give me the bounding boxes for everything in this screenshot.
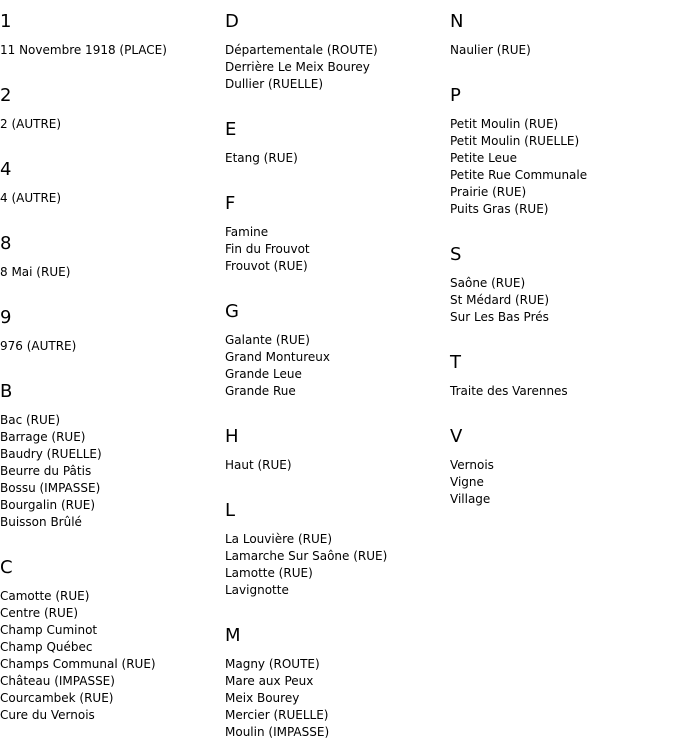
group-spacer: [450, 326, 670, 341]
street-link[interactable]: Mercier (RUELLE): [225, 708, 329, 722]
street-link[interactable]: 4 (AUTRE): [0, 191, 62, 205]
letter-group: [0, 370, 220, 546]
street-link[interactable]: Grand Montureux: [225, 350, 330, 364]
street-link[interactable]: Magny (ROUTE): [225, 657, 320, 671]
letter-heading: G: [225, 301, 239, 322]
group-spacer: [0, 355, 220, 370]
street-index-column-3: [450, 0, 670, 508]
street-link[interactable]: Galante (RUE): [225, 333, 310, 347]
group-spacer: [225, 599, 445, 614]
letter-group: [450, 74, 670, 233]
letter-group: [0, 296, 220, 370]
group-spacer: [0, 531, 220, 546]
street-link[interactable]: Château (IMPASSE): [0, 674, 115, 688]
street-link[interactable]: Naulier (RUE): [450, 43, 531, 57]
street-link[interactable]: 2 (AUTRE): [0, 117, 62, 131]
letter-heading: 9: [0, 307, 12, 328]
group-spacer: [0, 133, 220, 148]
group-spacer: [450, 59, 670, 74]
letter-heading: B: [0, 381, 13, 402]
letter-heading: C: [0, 557, 13, 578]
street-link[interactable]: Camotte (RUE): [0, 589, 90, 603]
street-link[interactable]: Lamotte (RUE): [225, 566, 313, 580]
group-spacer: [0, 59, 220, 74]
letter-group: [0, 74, 220, 148]
letter-heading: P: [450, 85, 461, 106]
street-link[interactable]: Derrière Le Meix Bourey: [225, 60, 370, 74]
street-index-column-1: [0, 0, 220, 724]
letter-group: [0, 546, 220, 724]
street-link[interactable]: St Médard (RUE): [450, 293, 550, 307]
street-link[interactable]: Haut (RUE): [225, 458, 292, 472]
letter-group: [225, 108, 445, 182]
street-link[interactable]: Prairie (RUE): [450, 185, 527, 199]
street-link[interactable]: Champ Cuminot: [0, 623, 98, 637]
letter-group: [450, 0, 670, 74]
letter-heading: T: [450, 352, 461, 373]
street-link[interactable]: Lavignotte: [225, 583, 289, 597]
street-link[interactable]: Bac (RUE): [0, 413, 61, 427]
group-spacer: [225, 474, 445, 489]
letter-group: [225, 0, 445, 108]
street-link[interactable]: Village: [450, 492, 491, 506]
street-link[interactable]: Beurre du Pâtis: [0, 464, 92, 478]
letter-group: [0, 222, 220, 296]
group-spacer: [225, 275, 445, 290]
street-link[interactable]: Petite Leue: [450, 151, 517, 165]
group-spacer: [225, 93, 445, 108]
letter-group: [450, 341, 670, 415]
letter-heading: S: [450, 244, 462, 265]
letter-heading: 8: [0, 233, 12, 254]
letter-heading: F: [225, 193, 236, 214]
letter-group: [225, 290, 445, 415]
street-link[interactable]: Famine: [225, 225, 269, 239]
letter-heading: L: [225, 500, 236, 521]
letter-group: [0, 0, 220, 74]
letter-group: [0, 148, 220, 222]
street-link[interactable]: Meix Bourey: [225, 691, 300, 705]
group-spacer: [0, 281, 220, 296]
street-link[interactable]: Mare aux Peux: [225, 674, 314, 688]
street-link[interactable]: 8 Mai (RUE): [0, 265, 71, 279]
street-link[interactable]: Champ Québec: [0, 640, 93, 654]
street-link[interactable]: Cure du Vernois: [0, 708, 95, 722]
street-link[interactable]: Centre (RUE): [0, 606, 79, 620]
group-spacer: [450, 400, 670, 415]
street-link[interactable]: Bourgalin (RUE): [0, 498, 96, 512]
street-link[interactable]: Traite des Varennes: [450, 384, 568, 398]
street-link[interactable]: Bossu (IMPASSE): [0, 481, 101, 495]
street-link[interactable]: Lamarche Sur Saône (RUE): [225, 549, 388, 563]
letter-heading: M: [225, 625, 241, 646]
street-link[interactable]: 11 Novembre 1918 (PLACE): [0, 43, 167, 57]
letter-heading: V: [450, 426, 463, 447]
letter-heading: H: [225, 426, 239, 447]
street-link[interactable]: Barrage (RUE): [0, 430, 86, 444]
street-link[interactable]: Buisson Brûlé: [0, 515, 82, 529]
group-spacer: [0, 207, 220, 222]
letter-group: [450, 415, 670, 508]
street-link[interactable]: Dullier (RUELLE): [225, 77, 323, 91]
letter-group: [225, 489, 445, 614]
street-link[interactable]: Vernois: [450, 458, 494, 472]
street-link[interactable]: Grande Leue: [225, 367, 302, 381]
letter-heading: N: [450, 11, 464, 32]
letter-heading: 4: [0, 159, 12, 180]
street-link[interactable]: La Louvière (RUE): [225, 532, 333, 546]
street-link[interactable]: Vigne: [450, 475, 484, 489]
street-link[interactable]: Sur Les Bas Prés: [450, 310, 549, 324]
street-link[interactable]: Courcambek (RUE): [0, 691, 114, 705]
street-link[interactable]: Petit Moulin (RUE): [450, 117, 559, 131]
street-link[interactable]: Etang (RUE): [225, 151, 298, 165]
street-link[interactable]: Départementale (ROUTE): [225, 43, 378, 57]
letter-heading: 2: [0, 85, 12, 106]
street-link[interactable]: Petite Rue Communale: [450, 168, 588, 182]
street-link[interactable]: Baudry (RUELLE): [0, 447, 102, 461]
street-link[interactable]: Puits Gras (RUE): [450, 202, 549, 216]
letter-group: [225, 614, 445, 741]
street-link[interactable]: Fin du Frouvot: [225, 242, 310, 256]
street-link[interactable]: Saône (RUE): [450, 276, 526, 290]
street-link[interactable]: 976 (AUTRE): [0, 339, 77, 353]
street-link[interactable]: Frouvot (RUE): [225, 259, 308, 273]
letter-heading: D: [225, 11, 239, 32]
street-index-column-2: [225, 0, 445, 741]
letter-heading: E: [225, 119, 237, 140]
group-spacer: [225, 400, 445, 415]
street-link[interactable]: Moulin (IMPASSE): [225, 725, 330, 739]
street-link[interactable]: Petit Moulin (RUELLE): [450, 134, 580, 148]
street-link[interactable]: Grande Rue: [225, 384, 296, 398]
letter-group: [225, 182, 445, 290]
letter-group: [225, 415, 445, 489]
letter-heading: 1: [0, 11, 12, 32]
group-spacer: [225, 167, 445, 182]
group-spacer: [450, 218, 670, 233]
letter-group: [450, 233, 670, 341]
street-link[interactable]: Champs Communal (RUE): [0, 657, 156, 671]
